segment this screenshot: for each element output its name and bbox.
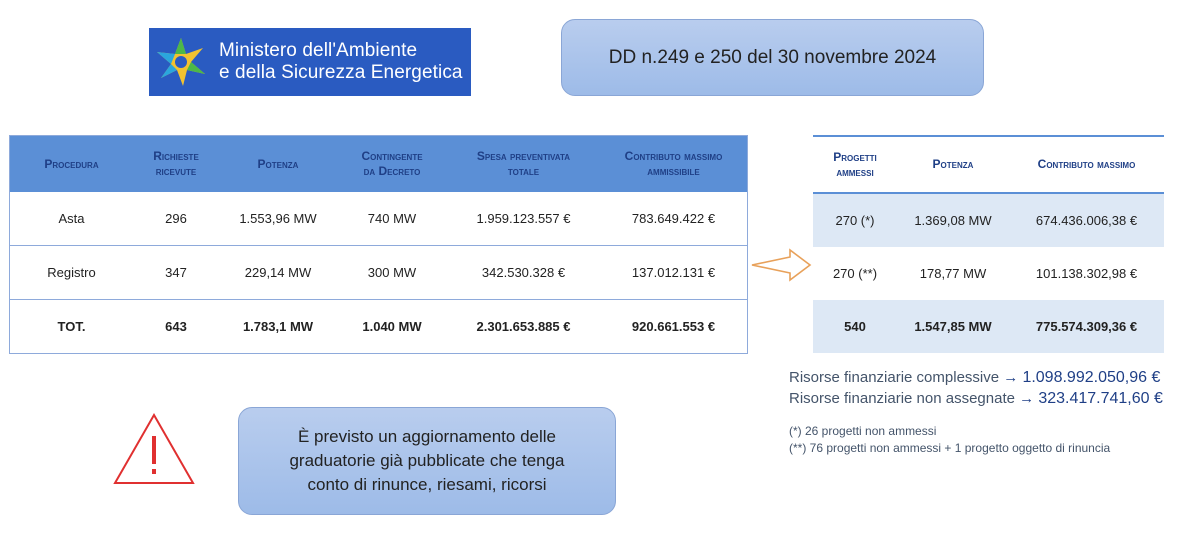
table-row [10,192,748,246]
cell: 270 (**) [832,266,878,281]
cell: Registro [10,246,134,300]
table-row [813,247,1164,300]
cell: 296 [133,192,219,246]
cell: 1.369,08 MW [897,193,1009,247]
resources-unassigned-line: Risorse finanziarie non assegnate → 323.417.741,60 € [789,390,1163,407]
update-notice-box [238,407,616,515]
cell: 775.574.309,36 € [1009,300,1164,353]
arrow-right-icon [750,247,812,283]
col-contributo: Contributo massimo [1009,136,1164,193]
cell: 643 [133,300,219,354]
cell: 137.012.131 € [600,246,748,300]
cell: 674.436.006,38 € [1009,193,1164,247]
table-row [813,193,1164,247]
col-spesa: Spesa preventivata totale [447,136,600,193]
arrow-icon: → [1019,390,1035,407]
col-contributo: Contributo massimo ammissibile [600,136,748,193]
admitted-table [813,135,1164,353]
cell: 229,14 MW [219,246,337,300]
col-potenza: Potenza [897,136,1009,193]
cell: Asta [10,192,134,246]
cell: 1.959.123.557 € [447,192,600,246]
cell: 1.040 MW [337,300,447,354]
logo-line-1: Ministero dell'Ambiente [219,40,418,61]
requests-table-header [10,136,748,193]
cell: 178,77 MW [919,266,987,281]
cell: 1.783,1 MW [219,300,337,354]
cell: 1.553,96 MW [219,192,337,246]
footnotes [789,423,1110,457]
col-procedura: Procedura [10,136,134,193]
col-contingente: Contingente da Decreto [337,136,447,193]
cell: 540 [813,300,897,353]
col-richieste: Richieste ricevute [133,136,219,193]
cell: 101.138.302,98 € [1035,266,1138,281]
cell: 1.547,85 MW [897,300,1009,353]
resources-total-line: Risorse finanziarie complessive → 1.098.992.050,96 € [789,369,1161,386]
ministry-logo [149,28,471,96]
cell: 920.661.553 € [600,300,748,354]
footnote-2: (**) 76 progetti non ammessi + 1 progetto oggetto di rinuncia [789,441,1111,455]
financial-resources [789,367,1163,409]
warning-triangle-icon [112,412,196,486]
table-total-row [10,300,748,354]
cell: TOT. [10,300,134,354]
footnote-1: (*) 26 progetti non ammessi [789,424,937,438]
arrow-icon: → [1003,369,1019,386]
star-logo-icon [153,34,209,90]
logo-text [219,40,463,84]
cell: 270 (*) [813,193,897,247]
cell: 740 MW [337,192,447,246]
cell: 342.530.328 € [447,246,600,300]
decree-title-box [561,19,984,96]
requests-table [9,135,748,354]
cell: 300 MW [337,246,447,300]
table-total-row [813,300,1164,353]
admitted-table-header [813,136,1164,193]
update-notice-text: È previsto un aggiornamento delle graduatorie già pubblicate che tenga conto di rinunce, riesami, ricorsi [289,427,565,494]
decree-title: DD n.249 e 250 del 30 novembre 2024 [608,46,937,68]
logo-line-2: e della Sicurezza Energetica [219,62,463,83]
table-row [10,246,748,300]
col-potenza: Potenza [219,136,337,193]
col-progetti: Progetti ammessi [813,136,897,193]
cell: 2.301.653.885 € [447,300,600,354]
cell: 783.649.422 € [600,192,748,246]
cell: 347 [133,246,219,300]
